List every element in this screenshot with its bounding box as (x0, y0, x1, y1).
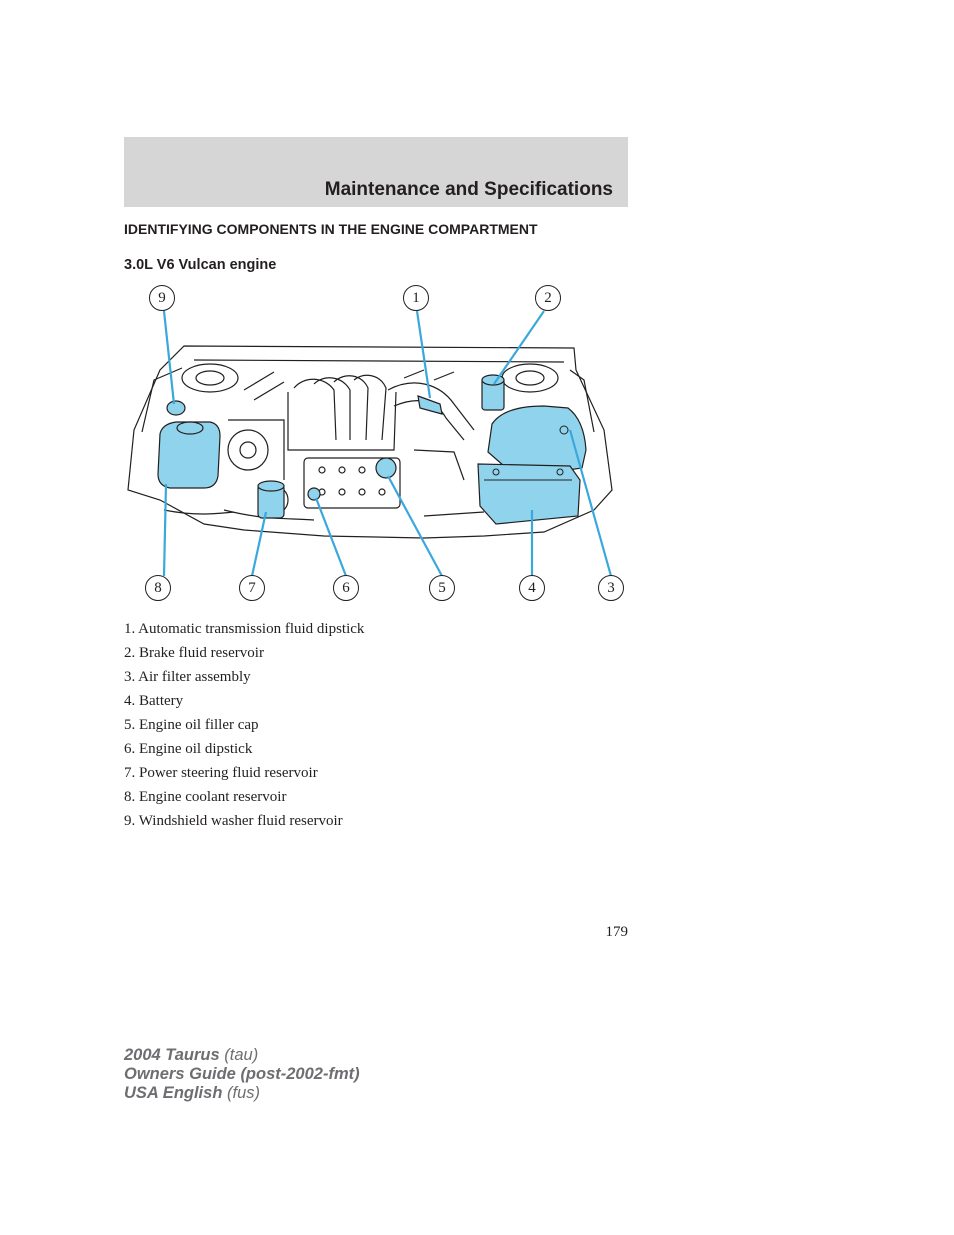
transmission-dipstick (418, 396, 442, 414)
power-steering-cap (258, 481, 284, 491)
legend-item: 2. Brake fluid reservoir (124, 645, 264, 661)
legend-item: 9. Windshield washer fluid reservoir (124, 813, 343, 829)
callout-number-7: 7 (248, 580, 256, 596)
oil-filler-cap (376, 458, 396, 478)
component-legend (124, 617, 364, 833)
air-filter-assembly (488, 406, 586, 472)
washer-fluid-cap (167, 401, 185, 415)
callout-number-5: 5 (438, 580, 446, 596)
callout-number-2: 2 (544, 290, 552, 306)
callout-number-1: 1 (412, 290, 420, 306)
legend-item: 3. Air filter assembly (124, 669, 251, 685)
callout-number-6: 6 (342, 580, 350, 596)
legend-item: 6. Engine oil dipstick (124, 741, 253, 757)
footer-model-code: (tau) (224, 1046, 259, 1064)
legend-item: 5. Engine oil filler cap (124, 717, 259, 733)
document-footer (124, 1046, 360, 1103)
section-header-band (124, 137, 628, 207)
page-heading: IDENTIFYING COMPONENTS IN THE ENGINE COMPARTMENT (124, 221, 538, 237)
legend-item: 1. Automatic transmission fluid dipstick (124, 621, 365, 637)
oil-dipstick-handle (308, 488, 320, 500)
footer-line-model (124, 1046, 360, 1065)
legend-item: 8. Engine coolant reservoir (124, 789, 287, 805)
coolant-cap (177, 422, 203, 434)
footer-line-guide (124, 1065, 360, 1084)
callout-number-9: 9 (158, 290, 166, 306)
footer-guide: Owners Guide (post-2002-fmt) (124, 1065, 360, 1083)
footer-line-language (124, 1084, 360, 1103)
engine-diagram-svg (124, 280, 628, 610)
brake-fluid-cap (482, 375, 504, 385)
footer-model: 2004 Taurus (124, 1046, 220, 1064)
callout-number-8: 8 (154, 580, 162, 596)
engine-subheading: 3.0L V6 Vulcan engine (124, 257, 277, 273)
page-number: 179 (605, 924, 628, 940)
footer-language: USA English (124, 1084, 223, 1102)
legend-item: 7. Power steering fluid reservoir (124, 765, 318, 781)
section-title: Maintenance and Specifications (324, 179, 613, 200)
engine-compartment-illustration (124, 280, 628, 610)
footer-language-code: (fus) (227, 1084, 260, 1102)
callout-number-3: 3 (607, 580, 615, 596)
legend-item: 4. Battery (124, 693, 184, 709)
callout-number-4: 4 (528, 580, 536, 596)
